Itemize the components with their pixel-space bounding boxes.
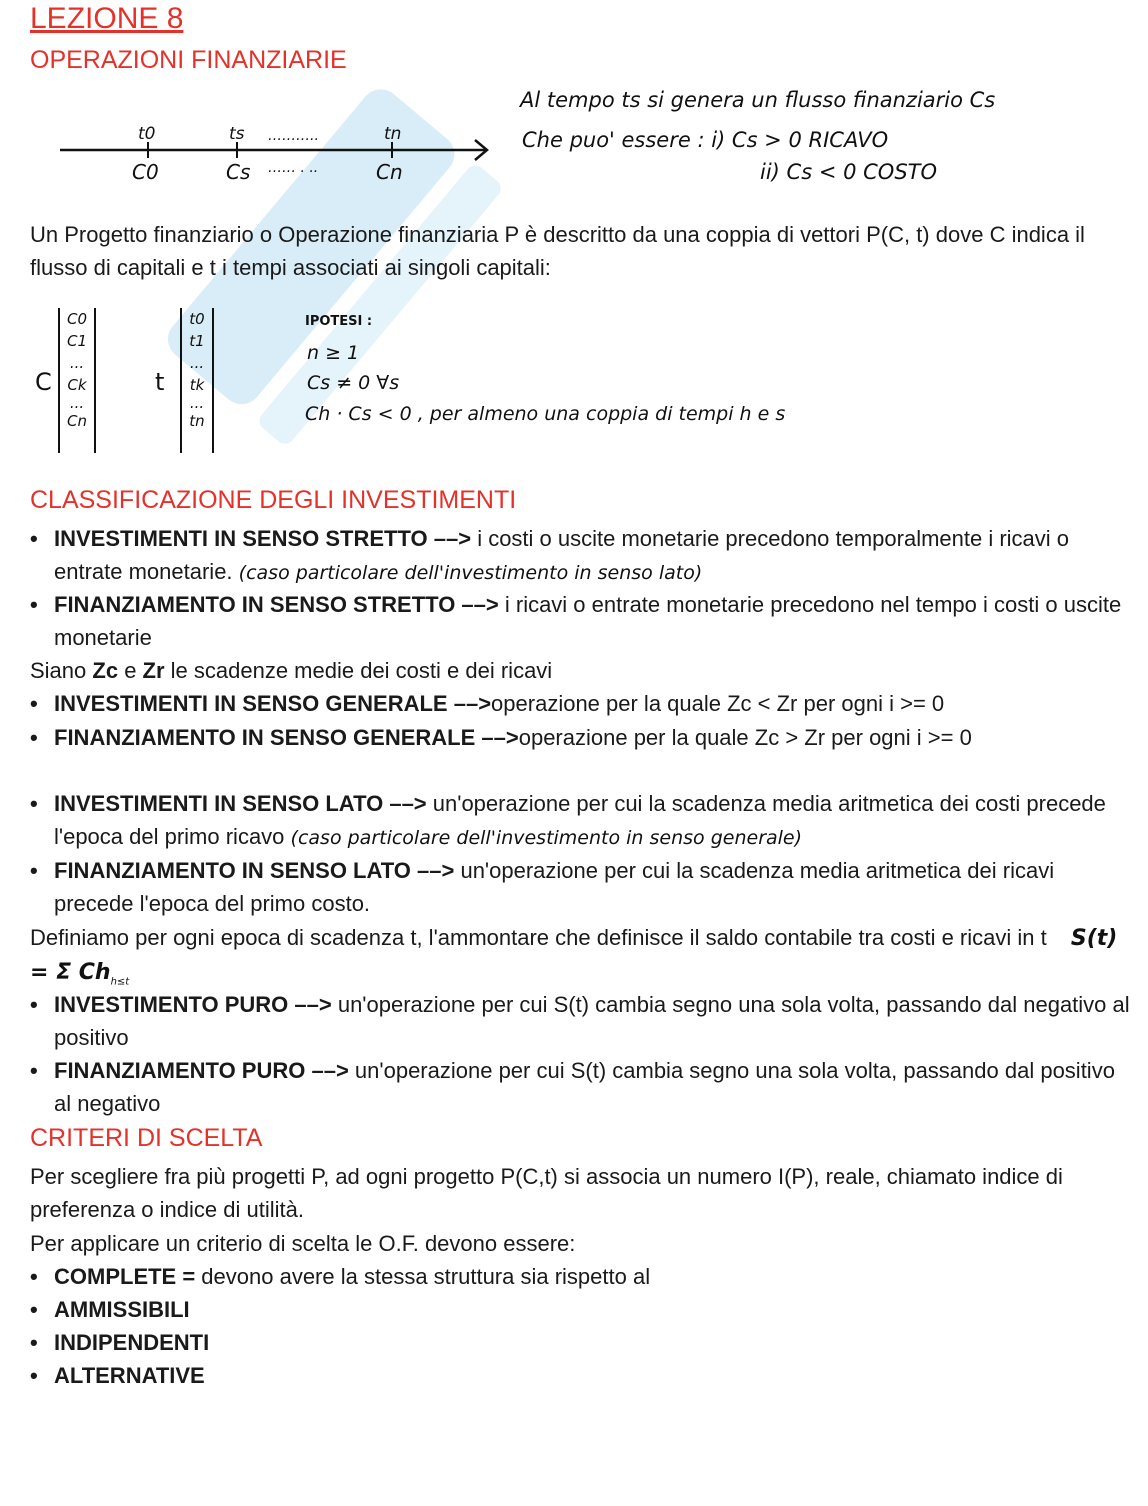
- matrix-c-entry: C0: [66, 310, 88, 328]
- hypothesis-1: n ≥ 1: [307, 342, 360, 364]
- hypotheses-title: IPOTESI :: [305, 314, 373, 329]
- timeline-label-c0: C0: [132, 160, 159, 184]
- bullet-dot: •: [30, 1297, 38, 1322]
- timeline-label-tn: tn: [384, 124, 402, 144]
- item-inv-puro: • INVESTIMENTO PURO ––> un'operazione per cui S(t) cambia segno una sola volta, passando dal negativo al positivo: [30, 988, 1130, 1054]
- matrix-c-entry: ...: [69, 354, 85, 372]
- matrix-c-entry: ...: [69, 394, 85, 412]
- hand-note-line3: ii) Cs < 0 COSTO: [760, 160, 938, 184]
- matrix-t-entry: t0: [189, 310, 205, 328]
- intro-paragraph: Un Progetto finanziario o Operazione finanziaria P è descritto da una coppia di vettori P(C, t) dove C indica il flusso di capitali e t i tempi associati ai singoli capitali:: [30, 222, 1085, 280]
- bullet-dot: •: [30, 725, 38, 750]
- bullet-dot: •: [30, 1330, 38, 1355]
- definiamo-paragraph: Definiamo per ogni epoca di scadenza t, l'ammontare che definisce il saldo contabile tra costi e ricavi in t S(t) = Σ $Ch_{h\le t}$: [30, 925, 1118, 988]
- section-title-classificazione: CLASSIFICAZIONE DEGLI INVESTIMENTI: [30, 486, 517, 514]
- matrix-c: [58, 308, 96, 453]
- bullet-dot: •: [30, 1058, 38, 1083]
- bullet-dot: •: [30, 1264, 38, 1289]
- item-fin-puro: • FINANZIAMENTO PURO ––> un'operazione per cui S(t) cambia segno una sola volta, passando dal positivo al negativo: [30, 1054, 1130, 1120]
- matrix-c-label: C: [35, 368, 52, 396]
- matrix-t-entry: tn: [189, 412, 205, 430]
- hand-note-line2: Che puo' essere : i) Cs > 0 RICAVO: [522, 128, 889, 152]
- bullet-dot: •: [30, 526, 38, 551]
- item-inv-lato: • INVESTIMENTI IN SENSO LATO ––> un'operazione per cui la scadenza media aritmetica dei costi precede l'epoca del primo ricavo (caso particolare dell'investimento in senso generale): [30, 787, 1130, 855]
- timeline-label-dots-top: ………..: [268, 128, 319, 144]
- matrix-t-label: t: [155, 368, 165, 396]
- bullet-dot: •: [30, 791, 38, 816]
- matrix-c-entry: Ck: [67, 376, 87, 394]
- matrix-t: [180, 308, 214, 453]
- item-fin-generale: • FINANZIAMENTO IN SENSO GENERALE ––>operazione per la quale Zc > Zr per ogni i >= 0: [30, 721, 1130, 754]
- criterion-ammissibili: • AMMISSIBILI: [30, 1293, 1130, 1326]
- hypothesis-3: Ch · Cs < 0 , per almeno una coppia di tempi h e s: [305, 403, 786, 425]
- criterion-alternative: • ALTERNATIVE: [30, 1359, 1130, 1392]
- bullet-dot: •: [30, 691, 38, 716]
- item-fin-stretto: • FINANZIAMENTO IN SENSO STRETTO ––> i ricavi o entrate monetarie precedono nel tempo i costi o uscite monetarie: [30, 588, 1130, 654]
- criterion-complete: • COMPLETE = devono avere la stessa struttura sia rispetto al: [30, 1260, 1130, 1293]
- bullet-dot: •: [30, 1363, 38, 1388]
- timeline-label-cs: Cs: [226, 160, 251, 184]
- bullet-dot: •: [30, 592, 38, 617]
- item-fin-lato: • FINANZIAMENTO IN SENSO LATO ––> un'operazione per cui la scadenza media aritmetica dei ricavi precede l'epoca del primo costo.: [30, 854, 1130, 920]
- matrix-c-entry: C1: [66, 332, 88, 350]
- matrix-t-entry: ...: [189, 394, 205, 412]
- item-inv-stretto: • INVESTIMENTI IN SENSO STRETTO ––> i costi o uscite monetarie precedono temporalmente i ricavi o entrate monetarie. (caso particolare dell'investimento in senso lato): [30, 522, 1130, 590]
- siano-line: Siano Zc e Zr le scadenze medie dei costi e dei ricavi: [30, 658, 553, 683]
- lesson-title: LEZIONE 8: [30, 2, 184, 35]
- bullet-dot: •: [30, 858, 38, 883]
- criteri-paragraph-1: Per scegliere fra più progetti P, ad ogni progetto P(C,t) si associa un numero I(P), reale, chiamato indice di preferenza o indice di utilità.: [30, 1164, 1063, 1222]
- matrix-t-entry: ...: [189, 354, 205, 372]
- criterion-indipendenti: • INDIPENDENTI: [30, 1326, 1130, 1359]
- item-inv-generale: • INVESTIMENTI IN SENSO GENERALE ––>operazione per la quale Zc < Zr per ogni i >= 0: [30, 687, 1130, 720]
- hypothesis-2: Cs ≠ 0 ∀s: [307, 372, 400, 394]
- timeline-label-cn: Cn: [376, 160, 403, 184]
- timeline-label-t0: t0: [138, 124, 156, 144]
- timeline-label-dots-bottom: …… . ..: [268, 160, 319, 176]
- timeline-label-ts: ts: [229, 124, 245, 144]
- section-title-criteri: CRITERI DI SCELTA: [30, 1124, 263, 1152]
- matrix-t-entry: tk: [189, 376, 205, 394]
- section-title-operazioni: OPERAZIONI FINANZIARIE: [30, 46, 347, 74]
- matrix-t-entry: t1: [189, 332, 205, 350]
- bullet-dot: •: [30, 992, 38, 1017]
- hand-note-line1: Al tempo ts si genera un flusso finanziario Cs: [520, 88, 996, 112]
- criteri-paragraph-2: Per applicare un criterio di scelta le O.F. devono essere:: [30, 1231, 576, 1256]
- matrix-c-entry: Cn: [67, 412, 87, 430]
